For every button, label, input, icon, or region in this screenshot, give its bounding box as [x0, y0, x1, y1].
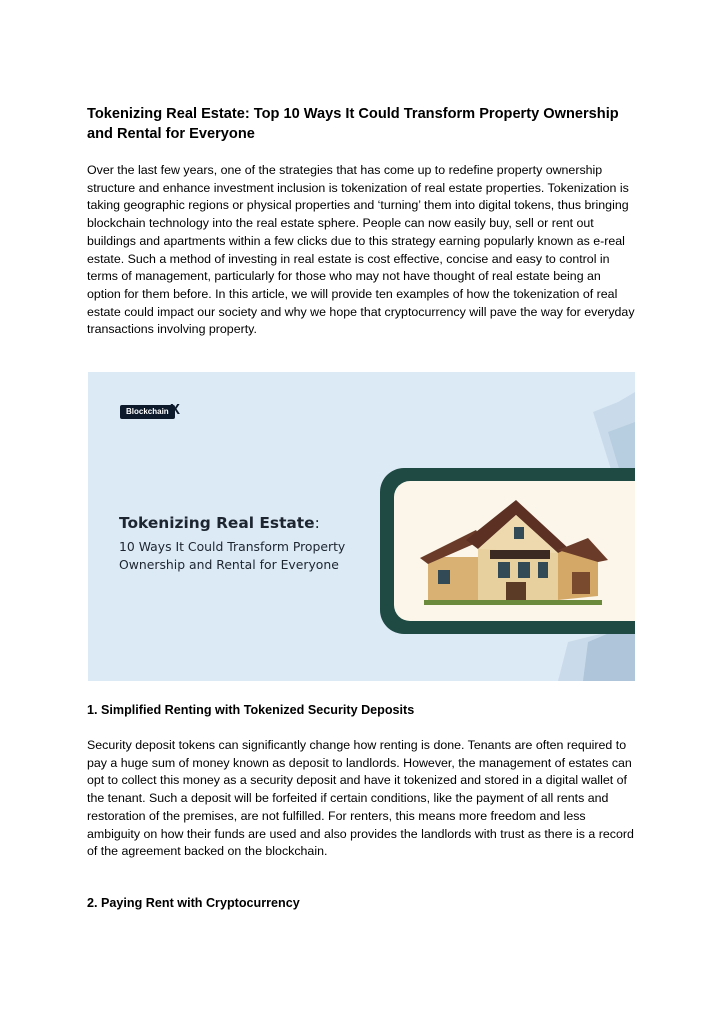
banner-title [119, 513, 409, 533]
intro-paragraph: Over the last few years, one of the strategies that has come up to redefine property ownership structure and enhance investment inclusion is tokenization of real estate properties. Tokenization is taking geographic regions or physical properties and ‘turning’ them into digital tokens, thus bringing blockchain technology into the real estate sphere. People can now easily buy, sell or rent out buildings and apartments within a few clicks due to this strategy earning popularly known as e-real estate. Such a method of investing in real estate is cost effective, concise and easy to control in terms of management, particularly for those who may not have thought of real estate being an option for them before. In this article, we will provide ten examples of how the tokenization of real estate could impact our society and why we hope that cryptocurrency will pave the way for everyday transactions involving property. [87, 163, 635, 337]
hero-banner-image [88, 372, 635, 681]
banner-subtitle: 10 Ways It Could Transform Property Ownership and Rental for Everyone [119, 539, 346, 572]
banner-title-main: Tokenizing Real Estate [119, 514, 315, 532]
section-body-1: Security deposit tokens can significantly change how renting is done. Tenants are often required to pay a huge sum of money known as deposit to landlords. However, the management of estates can opt to collect this money as a security deposit and have it tokenized and stored in a digital wallet of the tenant. Such a deposit will be forfeited if certain conditions, like the payment of all rents and restoration of the premises, are not fulfilled. For renters, this means more freedom and less ambiguity on how their funds are used and also provides the landlords with trust as there is a record of the agreement backed on the blockchain. [87, 738, 634, 859]
banner-title-block [119, 513, 409, 574]
section-heading-1: 1. Simplified Renting with Tokenized Security Deposits [87, 703, 415, 717]
article [87, 104, 635, 339]
logo-wordmark: Blockchain [120, 405, 175, 419]
section-heading-2: 2. Paying Rent with Cryptocurrency [87, 896, 300, 910]
logo-x-mark: X [170, 401, 181, 418]
banner-title-colon: : [314, 514, 320, 532]
article-title: Tokenizing Real Estate: Top 10 Ways It Could Transform Property Ownership and Rental for Everyone [87, 106, 619, 142]
